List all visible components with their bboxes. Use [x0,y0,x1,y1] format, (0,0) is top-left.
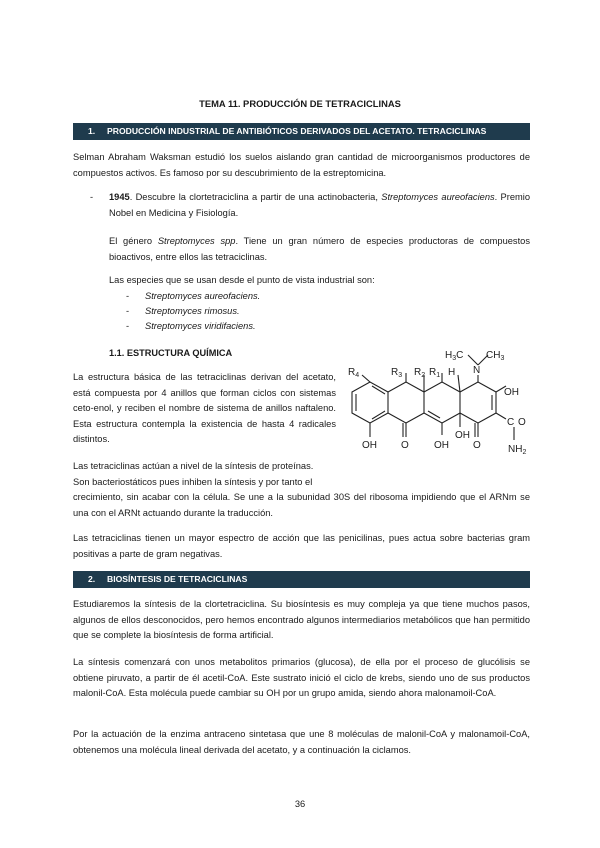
biosynthesis-paragraph-3: Por la actuación de la enzima antraceno sintetasa que une 8 moléculas de malonil-CoA y malonamoil-CoA, obtenemos una molécula lineal derivada del acetato, y a continuación la ciclamos. [73,729,530,755]
section-1-number: 1. [88,126,96,136]
list-dash: - [126,291,130,301]
structure-label: $R_2$ [414,367,426,379]
intro-paragraph: Selman Abraham Waksman estudió los suelos aislando gran cantidad de microorganismos productores de compuestos activos. Es famoso por su descubrimiento de la estreptomicina. [73,152,530,178]
species-name: Streptomyces rimosus. [145,306,240,316]
bullet-text-end: . Premio Nobel en Medicina y Fisiología. [109,192,530,218]
subsection-heading: 1.1. ESTRUCTURA QUÍMICA [109,348,233,358]
section-1-heading: PRODUCCIÓN INDUSTRIAL DE ANTIBIÓTICOS DERIVADOS DEL ACETATO. TETRACICLINAS [107,126,487,136]
structure-label: $R_4$ [348,367,360,379]
section-2-heading: BIOSÍNTESIS DE TETRACICLINAS [107,574,248,584]
biosynthesis-paragraph-2: La síntesis comenzará con unos metabolitos primarios (glucosa), de ella por el proceso de glucólisis se obtiene piruvato, a partir de él acetil-CoA. Este sustrato inició el ciclo de krebs, siendo uno de sus productos malonil-CoA. Esta molécula puede cambiar su OH por un grupo amida, siendo ahora malonamoil-CoA. [73,657,530,698]
structure-label: $R_1$ [429,367,441,379]
species-intro: Las especies que se usan desde el punto de vista industrial son: [109,275,375,285]
genus-text: El género [109,236,158,246]
structure-label: H [448,367,456,378]
list-item [126,319,445,334]
structure-label: OH [434,440,449,451]
genus-name: Streptomyces spp [157,236,236,246]
structure-label: C [507,417,515,428]
bullet-text: . Descubre la clortetraciclina a partir de una actinobacteria, [129,192,382,202]
action-rest: crecimiento, sin acabar con la célula. Se une a la subunidad 30S del ribosoma impidiendo que el ARNm se una con el ARNt actuando durante la traducción. [73,492,530,518]
structure-paragraph: La estructura básica de las tetraciclinas derivan del acetato, está compuesta por 4 anillos que forman ciclos con sistemas ceto-enol, y reciben el nombre de sistema de anillos naftaleno. Esta estructura contempla la existencia de hasta 4 radicales distintos. [73,372,336,444]
action-paragraph [73,459,530,521]
list-dash: - [126,321,130,331]
section-2-heading-bar [73,571,530,588]
bullet-1945 [90,190,530,221]
species-name: Streptomyces viridifaciens. [145,321,256,331]
bullet-dash: - [90,192,94,202]
structure-label: $CH_3$ [486,350,505,362]
structure-label: OH [362,440,377,451]
species-list [126,289,445,334]
structure-label: $H_3C$ [445,350,464,362]
biosynthesis-paragraph-1: Estudiaremos la síntesis de la clortetraciclina. Su biosíntesis es muy compleja ya que tiene muchos pasos, algunos de ellos desconocidos, pero hemos encontrado algunos intermediarios metabólicos que han permitido que se complete la biosíntesis de forma artificial. [73,599,530,640]
bullet-year: 1945 [109,192,130,202]
structure-label: O [473,440,481,451]
structure-label: OH [455,430,470,441]
list-dash: - [126,306,130,316]
section-2-number: 2. [88,574,96,584]
structure-label: OH [504,387,519,398]
genus-text-end: . Tiene un gran número de especies productoras de compuestos bioactivos, entre ellos las tetraciclinas. [109,236,530,262]
spectrum-paragraph: Las tetraciclinas tienen un mayor espectro de acción que las penicilinas, pues actua sobre bacterias gram positivas a parte de gram negativas. [73,533,530,559]
page-number: 36 [294,799,306,809]
structure-label: N [473,365,481,376]
bullet-species: Streptomyces aureofaciens [381,192,495,202]
structure-label: O [518,417,526,428]
action-line-1: Las tetraciclinas actúan a nivel de la síntesis de proteínas. [73,461,314,471]
list-item [126,289,445,304]
species-name: Streptomyces aureofaciens. [145,291,261,301]
list-item [126,304,445,319]
genus-paragraph [109,234,530,265]
structure-label: $R_3$ [391,367,403,379]
structure-label: O [401,440,409,451]
structure-label: $NH_2$ [508,444,527,456]
tetracycline-structure-diagram [340,345,535,465]
action-line-2: Son bacteriostáticos pues inhiben la síntesis y por tanto el [73,476,313,487]
section-1-heading-bar [73,123,530,140]
page-title: TEMA 11. PRODUCCIÓN DE TETRACICLINAS [199,98,401,109]
